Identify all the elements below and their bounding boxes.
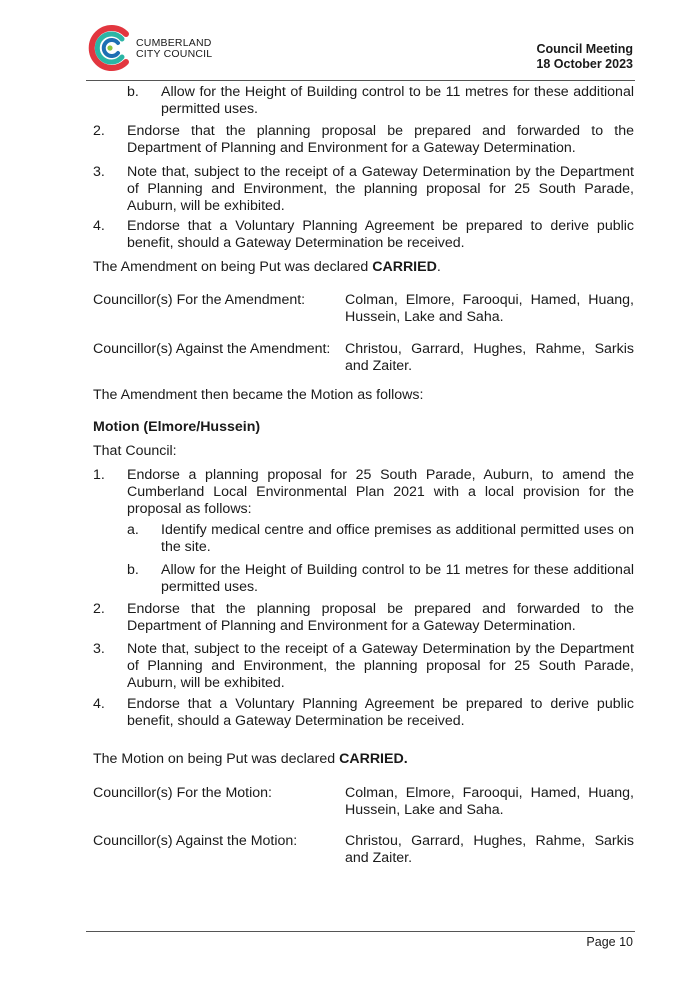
list-marker: a. [127,522,139,538]
result-status: CARRIED. [339,751,408,767]
list-item-text: Allow for the Height of Building control to be 11 metres for these additional permitted uses. [161,84,634,117]
list-marker: 2. [93,123,105,139]
list-item-text: Endorse that the planning proposal be prepared and forwarded to the Department of Planning and Environment for a Gateway Determination. [127,601,634,634]
list-marker: 3. [93,164,105,180]
vote-for-label: Councillor(s) For the Amendment: [93,292,306,308]
amendment-result: The Amendment on being Put was declared CARRIED. [93,259,441,275]
council-logo [86,22,134,74]
vote-for-label: Councillor(s) For the Motion: [93,785,272,801]
list-item-text: Endorse that the planning proposal be prepared and forwarded to the Department of Planning and Environment for a Gateway Determination. [127,123,634,156]
list-marker: 2. [93,601,105,617]
list-marker: b. [127,84,139,100]
vote-against-label: Councillor(s) Against the Motion: [93,833,298,849]
footer-divider [86,931,635,932]
logo-mark-icon [86,22,134,74]
list-marker: 4. [93,696,105,712]
vote-against-names: Christou, Garrard, Hughes, Rahme, Sarkis and Zaiter. [345,833,634,866]
motion-result: The Motion on being Put was declared CARRIED. [93,751,408,767]
motion-intro: That Council: [93,443,177,459]
list-item-text: Note that, subject to the receipt of a Gateway Determination by the Department of Planning and Environment, the planning proposal for 25 South Parade, Auburn, will be exhibited. [127,641,634,691]
vote-for-names: Colman, Elmore, Farooqui, Hamed, Huang, Hussein, Lake and Saha. [345,785,634,818]
list-marker: 1. [93,467,105,483]
list-item-text: Endorse that a Voluntary Planning Agreement be prepared to derive public benefit, should a Gateway Determination be received. [127,218,634,251]
council-name-line2: CITY COUNCIL [136,48,213,60]
vote-against-label: Councillor(s) Against the Amendment: [93,341,331,357]
council-name-line1: CUMBERLAND [136,37,212,49]
council-name [136,38,212,60]
list-item-text: Note that, subject to the receipt of a Gateway Determination by the Department of Planning and Environment, the planning proposal for 25 South Parade, Auburn, will be exhibited. [127,164,634,214]
motion-heading: Motion (Elmore/Hussein) [93,419,261,435]
became-motion-text: The Amendment then became the Motion as follows: [93,387,424,403]
list-marker: 4. [93,218,105,234]
list-marker: 3. [93,641,105,657]
list-item-text: Allow for the Height of Building control to be 11 metres for these additional permitted uses. [161,562,634,595]
vote-for-names: Colman, Elmore, Farooqui, Hamed, Huang, Hussein, Lake and Saha. [345,292,634,325]
page-number: Page 10 [586,935,633,949]
list-item-text: Endorse a planning proposal for 25 South Parade, Auburn, to amend the Cumberland Local Environmental Plan 2021 with a local provision for the proposal as follows: [127,467,634,517]
result-status: CARRIED [372,259,437,275]
header-divider [86,80,635,81]
meeting-title: Council Meeting [536,42,633,56]
meeting-date: 18 October 2023 [536,57,633,71]
list-item-text: Endorse that a Voluntary Planning Agreement be prepared to derive public benefit, should a Gateway Determination be received. [127,696,634,729]
list-marker: b. [127,562,139,578]
list-item-text: Identify medical centre and office premises as additional permitted uses on the site. [161,522,634,555]
vote-against-names: Christou, Garrard, Hughes, Rahme, Sarkis and Zaiter. [345,341,634,374]
meeting-info [536,42,633,72]
